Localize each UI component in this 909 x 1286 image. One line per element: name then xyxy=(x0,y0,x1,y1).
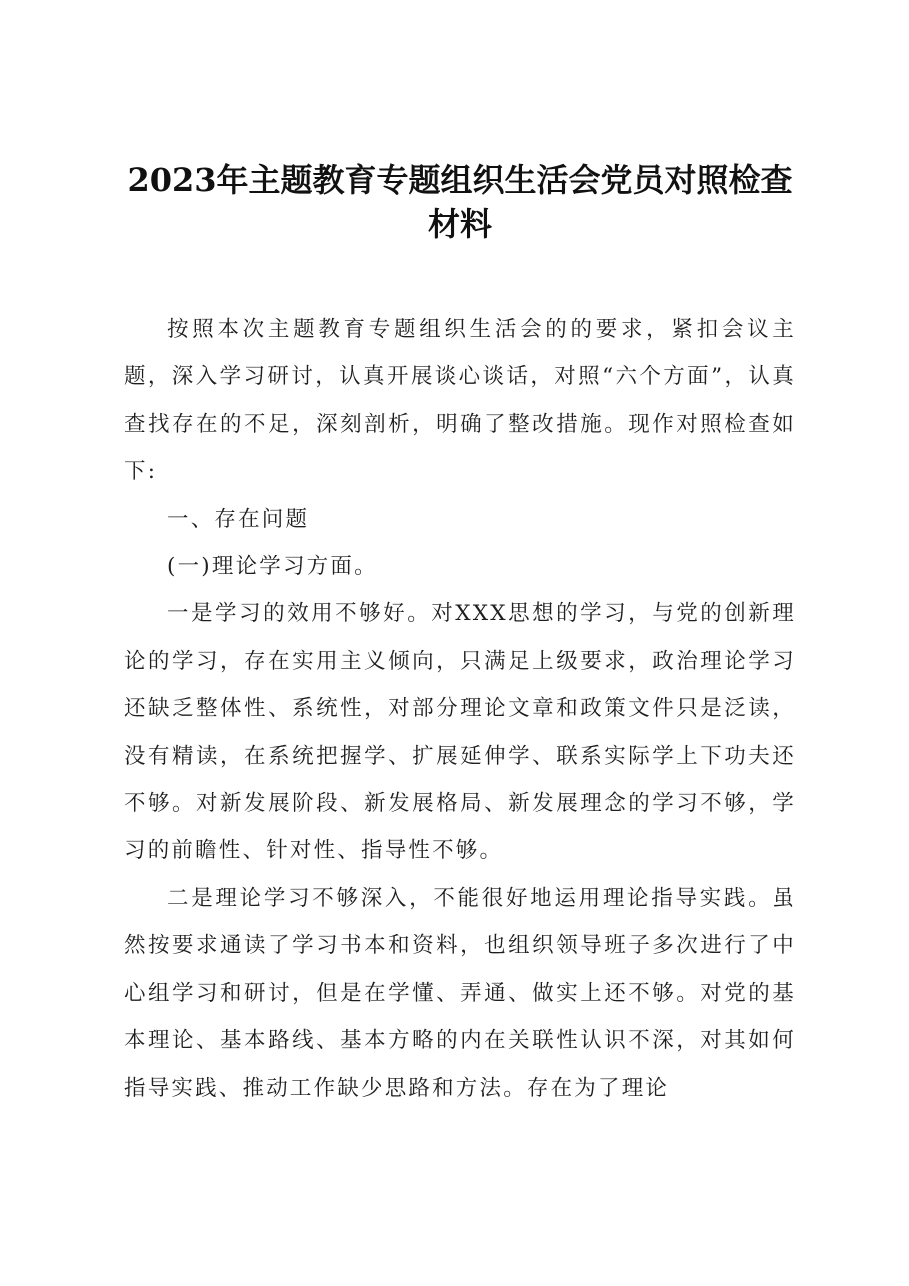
subsection-heading-theory-study: (一)理论学习方面。 xyxy=(167,554,378,580)
section-heading-problems: 一、存在问题 xyxy=(167,506,310,532)
paragraph-point-one: 一是学习的效用不够好。对XXX思想的学习，与党的创新理论的学习，存在实用主义倾向，只满足上级要求，政治理论学习还缺乏整体性、系统性，对部分理论文章和政策文件只是泛读，没有精读，在系统把握学、扩展延伸学、联系实际学上下功夫还不够。对新发展阶段、新发展格局、新发展理念的学习不够，学习的前瞻性、针对性、指导性不够。 xyxy=(124,601,796,864)
document-title: 2023年主题教育专题组织生活会党员对照检查材料 xyxy=(127,161,793,243)
paragraph-point-two: 二是理论学习不够深入，不能很好地运用理论指导实践。虽然按要求通读了学习书本和资料，也组织领导班子多次进行了中心组学习和研讨，但是在学懂、弄通、做实上还不够。对党的基本理论、基本路线、基本方略的内在关联性认识不深，对其如何指导实践、推动工作缺少思路和方法。存在为了理论 xyxy=(124,885,796,1101)
document-body xyxy=(124,306,796,1112)
paragraph-intro: 按照本次主题教育专题组织生活会的的要求，紧扣会议主题，深入学习研讨，认真开展谈心谈话，对照“六个方面”，认真查找存在的不足，深刻剖析，明确了整改措施。现作对照检查如下: xyxy=(124,317,796,485)
